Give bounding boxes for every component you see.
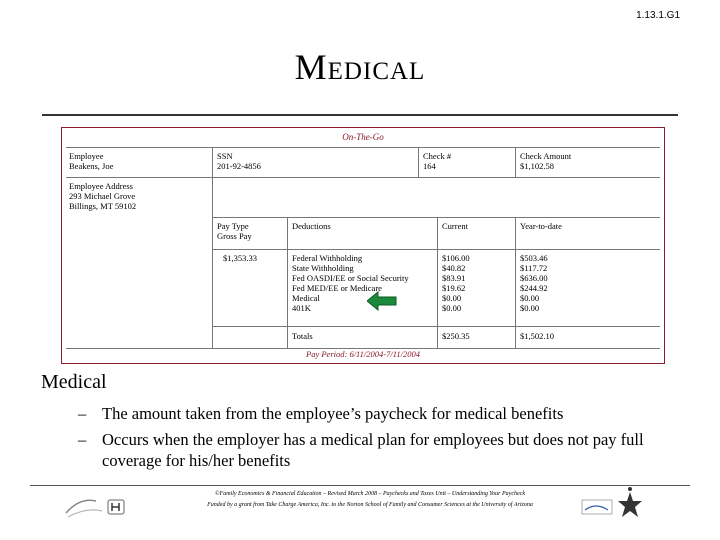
ytd-header: Year-to-date bbox=[520, 221, 562, 231]
current-value: $83.91 bbox=[442, 273, 466, 283]
current-value: $106.00 bbox=[442, 253, 470, 263]
bullet-item bbox=[78, 403, 678, 424]
paycheck-stub bbox=[61, 127, 665, 364]
deduction-item: Fed OASDI/EE or Social Security bbox=[292, 273, 409, 283]
grid-line bbox=[212, 326, 660, 327]
pay-period: Pay Period: 6/11/2004-7/11/2004 bbox=[306, 349, 420, 359]
ssn-cell bbox=[214, 149, 418, 173]
title-divider bbox=[42, 114, 678, 116]
grid-line bbox=[212, 249, 660, 250]
employee-cell bbox=[66, 149, 212, 173]
check-number-value: 164 bbox=[423, 161, 436, 171]
footer-line-1: ©Family Economics & Financial Education – Revised March 2008 – Paychecks and Taxes Unit – Understanding Your Paycheck bbox=[215, 491, 525, 497]
address-cell bbox=[66, 179, 212, 213]
bullet-marker: – bbox=[78, 430, 87, 449]
deduction-item: Federal Withholding bbox=[292, 253, 363, 263]
footer-credits bbox=[120, 489, 620, 511]
employee-label: Employee bbox=[69, 151, 104, 161]
bullet-marker: – bbox=[78, 404, 87, 423]
employee-value: Beakens, Joe bbox=[69, 161, 114, 171]
section-heading: Medical bbox=[41, 371, 107, 393]
deduction-item: Fed MED/EE or Medicare bbox=[292, 283, 382, 293]
check-amount-cell bbox=[517, 149, 660, 173]
star-figure-icon bbox=[616, 486, 644, 526]
ssn-label: SSN bbox=[217, 151, 233, 161]
ytd-value: $244.92 bbox=[520, 283, 548, 293]
deduction-item: 401K bbox=[292, 303, 311, 313]
deduction-item-medical: Medical bbox=[292, 293, 320, 303]
deductions-header: Deductions bbox=[292, 221, 331, 231]
current-header: Current bbox=[442, 221, 468, 231]
current-value: $19.62 bbox=[442, 283, 466, 293]
page-title: Medical bbox=[294, 47, 426, 87]
ytd-value: $0.00 bbox=[520, 303, 540, 313]
current-value: $40.82 bbox=[442, 263, 466, 273]
deduction-item: State Withholding bbox=[292, 263, 354, 273]
footer-divider bbox=[30, 485, 690, 486]
check-amount-label: Check Amount bbox=[520, 151, 572, 161]
footer-line-2: Funded by a grant from Take Charge America, Inc. to the Norton School of Family and Consumer Sciences at the University of Arizona bbox=[207, 502, 533, 508]
check-number-cell bbox=[420, 149, 515, 173]
check-number-label: Check # bbox=[423, 151, 452, 161]
ytd-value: $503.46 bbox=[520, 253, 548, 263]
grid-line bbox=[515, 147, 516, 177]
totals-label: Totals bbox=[292, 331, 313, 341]
address-label: Employee Address bbox=[69, 181, 133, 191]
current-list bbox=[439, 251, 515, 315]
deductions-list bbox=[289, 251, 437, 315]
current-value: $0.00 bbox=[442, 303, 462, 313]
address-line2: Billings, MT 59102 bbox=[69, 201, 137, 211]
ytd-value: $117.72 bbox=[520, 263, 548, 273]
ytd-list bbox=[517, 251, 660, 315]
gross-pay-label: Gross Pay bbox=[217, 231, 252, 241]
bullet-text: The amount taken from the employee’s paycheck for medical benefits bbox=[102, 404, 564, 423]
grid-line bbox=[418, 147, 419, 177]
gross-pay-value: $1,353.33 bbox=[223, 253, 257, 263]
ytd-value: $0.00 bbox=[520, 293, 540, 303]
pay-type-header bbox=[214, 219, 287, 243]
bullet-list bbox=[78, 403, 678, 476]
bullet-text: Occurs when the employer has a medical plan for employees but does not pay full coverage for his/her benefits bbox=[102, 430, 644, 470]
totals-ytd: $1,502.10 bbox=[520, 331, 554, 341]
grid-line bbox=[515, 217, 516, 348]
grid-line bbox=[66, 147, 660, 148]
company-name: On-The-Go bbox=[342, 132, 384, 142]
bullet-item bbox=[78, 429, 678, 471]
ssn-value: 201-92-4856 bbox=[217, 161, 261, 171]
current-value: $0.00 bbox=[442, 293, 462, 303]
slide-code: 1.13.1.G1 bbox=[636, 10, 680, 21]
ytd-value: $636.00 bbox=[520, 273, 548, 283]
pay-type-label: Pay Type bbox=[217, 221, 249, 231]
grid-line bbox=[437, 217, 438, 348]
grid-line bbox=[66, 177, 660, 178]
left-arrow-icon bbox=[367, 291, 397, 311]
totals-current: $250.35 bbox=[442, 331, 470, 341]
grid-line bbox=[212, 217, 660, 218]
address-line1: 293 Michael Grove bbox=[69, 191, 136, 201]
grid-line bbox=[287, 217, 288, 348]
check-amount-value: $1,102.58 bbox=[520, 161, 554, 171]
grid-line bbox=[212, 147, 213, 348]
